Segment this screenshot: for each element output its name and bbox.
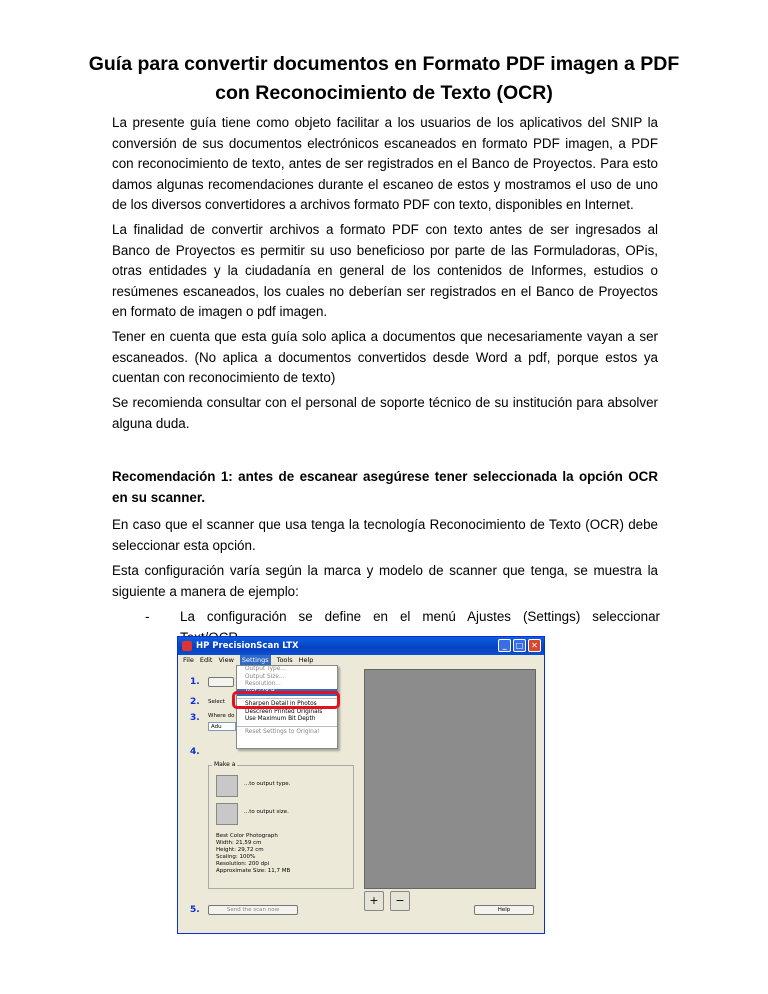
output-type-icon[interactable]: [216, 775, 238, 797]
output-size-label[interactable]: ...to output size.: [244, 809, 289, 815]
output-type-label[interactable]: ...to output type.: [244, 781, 291, 787]
recommendation-heading: Recomendación 1: antes de escanear asegúrese tener seleccionada la opción OCR en su scanner.: [112, 469, 658, 505]
menu-view[interactable]: View: [218, 656, 234, 664]
menu-settings[interactable]: Settings: [241, 656, 269, 664]
detail-type: Best Color Photograph: [216, 833, 278, 839]
menu-tools[interactable]: Tools: [276, 656, 293, 664]
detail-width: Width: 21,59 cm: [216, 840, 262, 846]
menu-item-sharpen[interactable]: Sharpen Detail in Photos: [245, 701, 317, 707]
paragraph-intro: La presente guía tiene como objeto facilitar a los usuarios de los aplicativos del SNIP la conversión de sus documentos electrónicos escaneados en formato PDF imagen, a PDF con reconocimiento de texto, antes de ser registrados en el Banco de Proyectos. Para esto damos algunas recomendaciones durante el escaneo de estos y mostramos el uso de uno de los diversos convertidores a archivos formato PDF con texto, disponibles en Internet.: [112, 115, 658, 212]
help-button[interactable]: Help: [474, 905, 534, 915]
send-scan-button[interactable]: Send the scan now: [208, 905, 298, 915]
detail-resolution: Resolution: 200 dpi: [216, 861, 270, 867]
paragraph-scope: Tener en cuenta que esta guía solo aplica a documentos que necesariamente vayan a ser escaneados. (No aplica a documentos convertidos desde Word a pdf, porque estos ya cuentan con reconocimiento de texto): [112, 329, 658, 385]
step-2: 2.: [190, 697, 200, 707]
paragraph-purpose: La finalidad de convertir archivos a formato PDF con texto antes de ser ingresados al Banco de Proyectos es permitir su uso beneficioso por parte de las Formuladoras, OPis, otras entidades y la ciudadanía en general de los contenidos de Informes, estudios o resúmenes escaneados, los cuales no deberían ser registrados en el Banco de Proyectos en formato de imagen o pdf imagen.: [112, 222, 658, 319]
paragraph-ocr: En caso que el scanner que usa tenga la tecnología Reconocimiento de Texto (OCR) debe seleccionar esta opción.: [112, 517, 658, 553]
menu-item-output-size[interactable]: Output Size...: [245, 673, 285, 680]
maximize-button[interactable]: □: [513, 639, 526, 652]
zoom-in-icon[interactable]: +: [364, 891, 384, 911]
output-size-icon[interactable]: [216, 803, 238, 825]
menu-file[interactable]: File: [183, 656, 194, 664]
paragraph-example: Esta configuración varía según la marca y modelo de scanner que tenga, se muestra la siguiente a manera de ejemplo:: [112, 563, 658, 599]
menu-item-max-bit-depth[interactable]: Use Maximum Bit Depth: [245, 716, 316, 722]
step-5: 5.: [190, 905, 200, 915]
detail-size: Approximate Size: 11,7 MB: [216, 868, 291, 874]
menu-item-text-ocr[interactable]: Text / OCR: [237, 689, 337, 697]
menu-help[interactable]: Help: [298, 656, 314, 664]
scanner-window-screenshot: [177, 636, 545, 934]
destination-field[interactable]: Adu: [208, 722, 236, 731]
close-button[interactable]: ✕: [528, 639, 541, 652]
menubar: [178, 655, 544, 666]
minimize-button[interactable]: _: [498, 639, 511, 652]
step-3: 3.: [190, 713, 200, 723]
scan-details: [216, 833, 290, 875]
document-title: Guía para convertir documentos en Formato PDF imagen a PDF con Reconocimiento de Texto (OCR): [88, 53, 680, 104]
window-titlebar: [178, 637, 544, 655]
menu-item-resolution[interactable]: Resolution...: [245, 681, 281, 687]
select-label: Select: [208, 699, 225, 705]
step1-button[interactable]: [208, 677, 234, 687]
menu-item-descreen[interactable]: Descreen Printed Originals: [245, 708, 323, 715]
step-1: 1.: [190, 677, 200, 687]
where-label: Where do: [208, 713, 235, 719]
preview-area: [364, 669, 536, 889]
highlight-box: [232, 691, 340, 709]
menu-item-output-type[interactable]: Output Type...: [245, 666, 286, 672]
menu-edit[interactable]: Edit: [199, 656, 213, 664]
make-label: Make a: [214, 761, 236, 768]
detail-height: Height: 29,72 cm: [216, 847, 264, 853]
zoom-out-icon[interactable]: −: [390, 891, 410, 911]
menu-item-reset[interactable]: Reset Settings to Original: [245, 728, 320, 735]
bullet-settings: La configuración se define en el menú Ajustes (Settings) seleccionar: [180, 609, 660, 624]
detail-scaling: Scaling: 100%: [216, 854, 256, 860]
paragraph-support: Se recomienda consultar con el personal de soporte técnico de su institución para absolver alguna duda.: [112, 395, 658, 431]
step-4: 4.: [190, 747, 200, 757]
window-title: HP PrecisionScan LTX: [196, 641, 299, 651]
bullet-dash: -: [145, 609, 150, 624]
app-icon: [182, 641, 192, 651]
